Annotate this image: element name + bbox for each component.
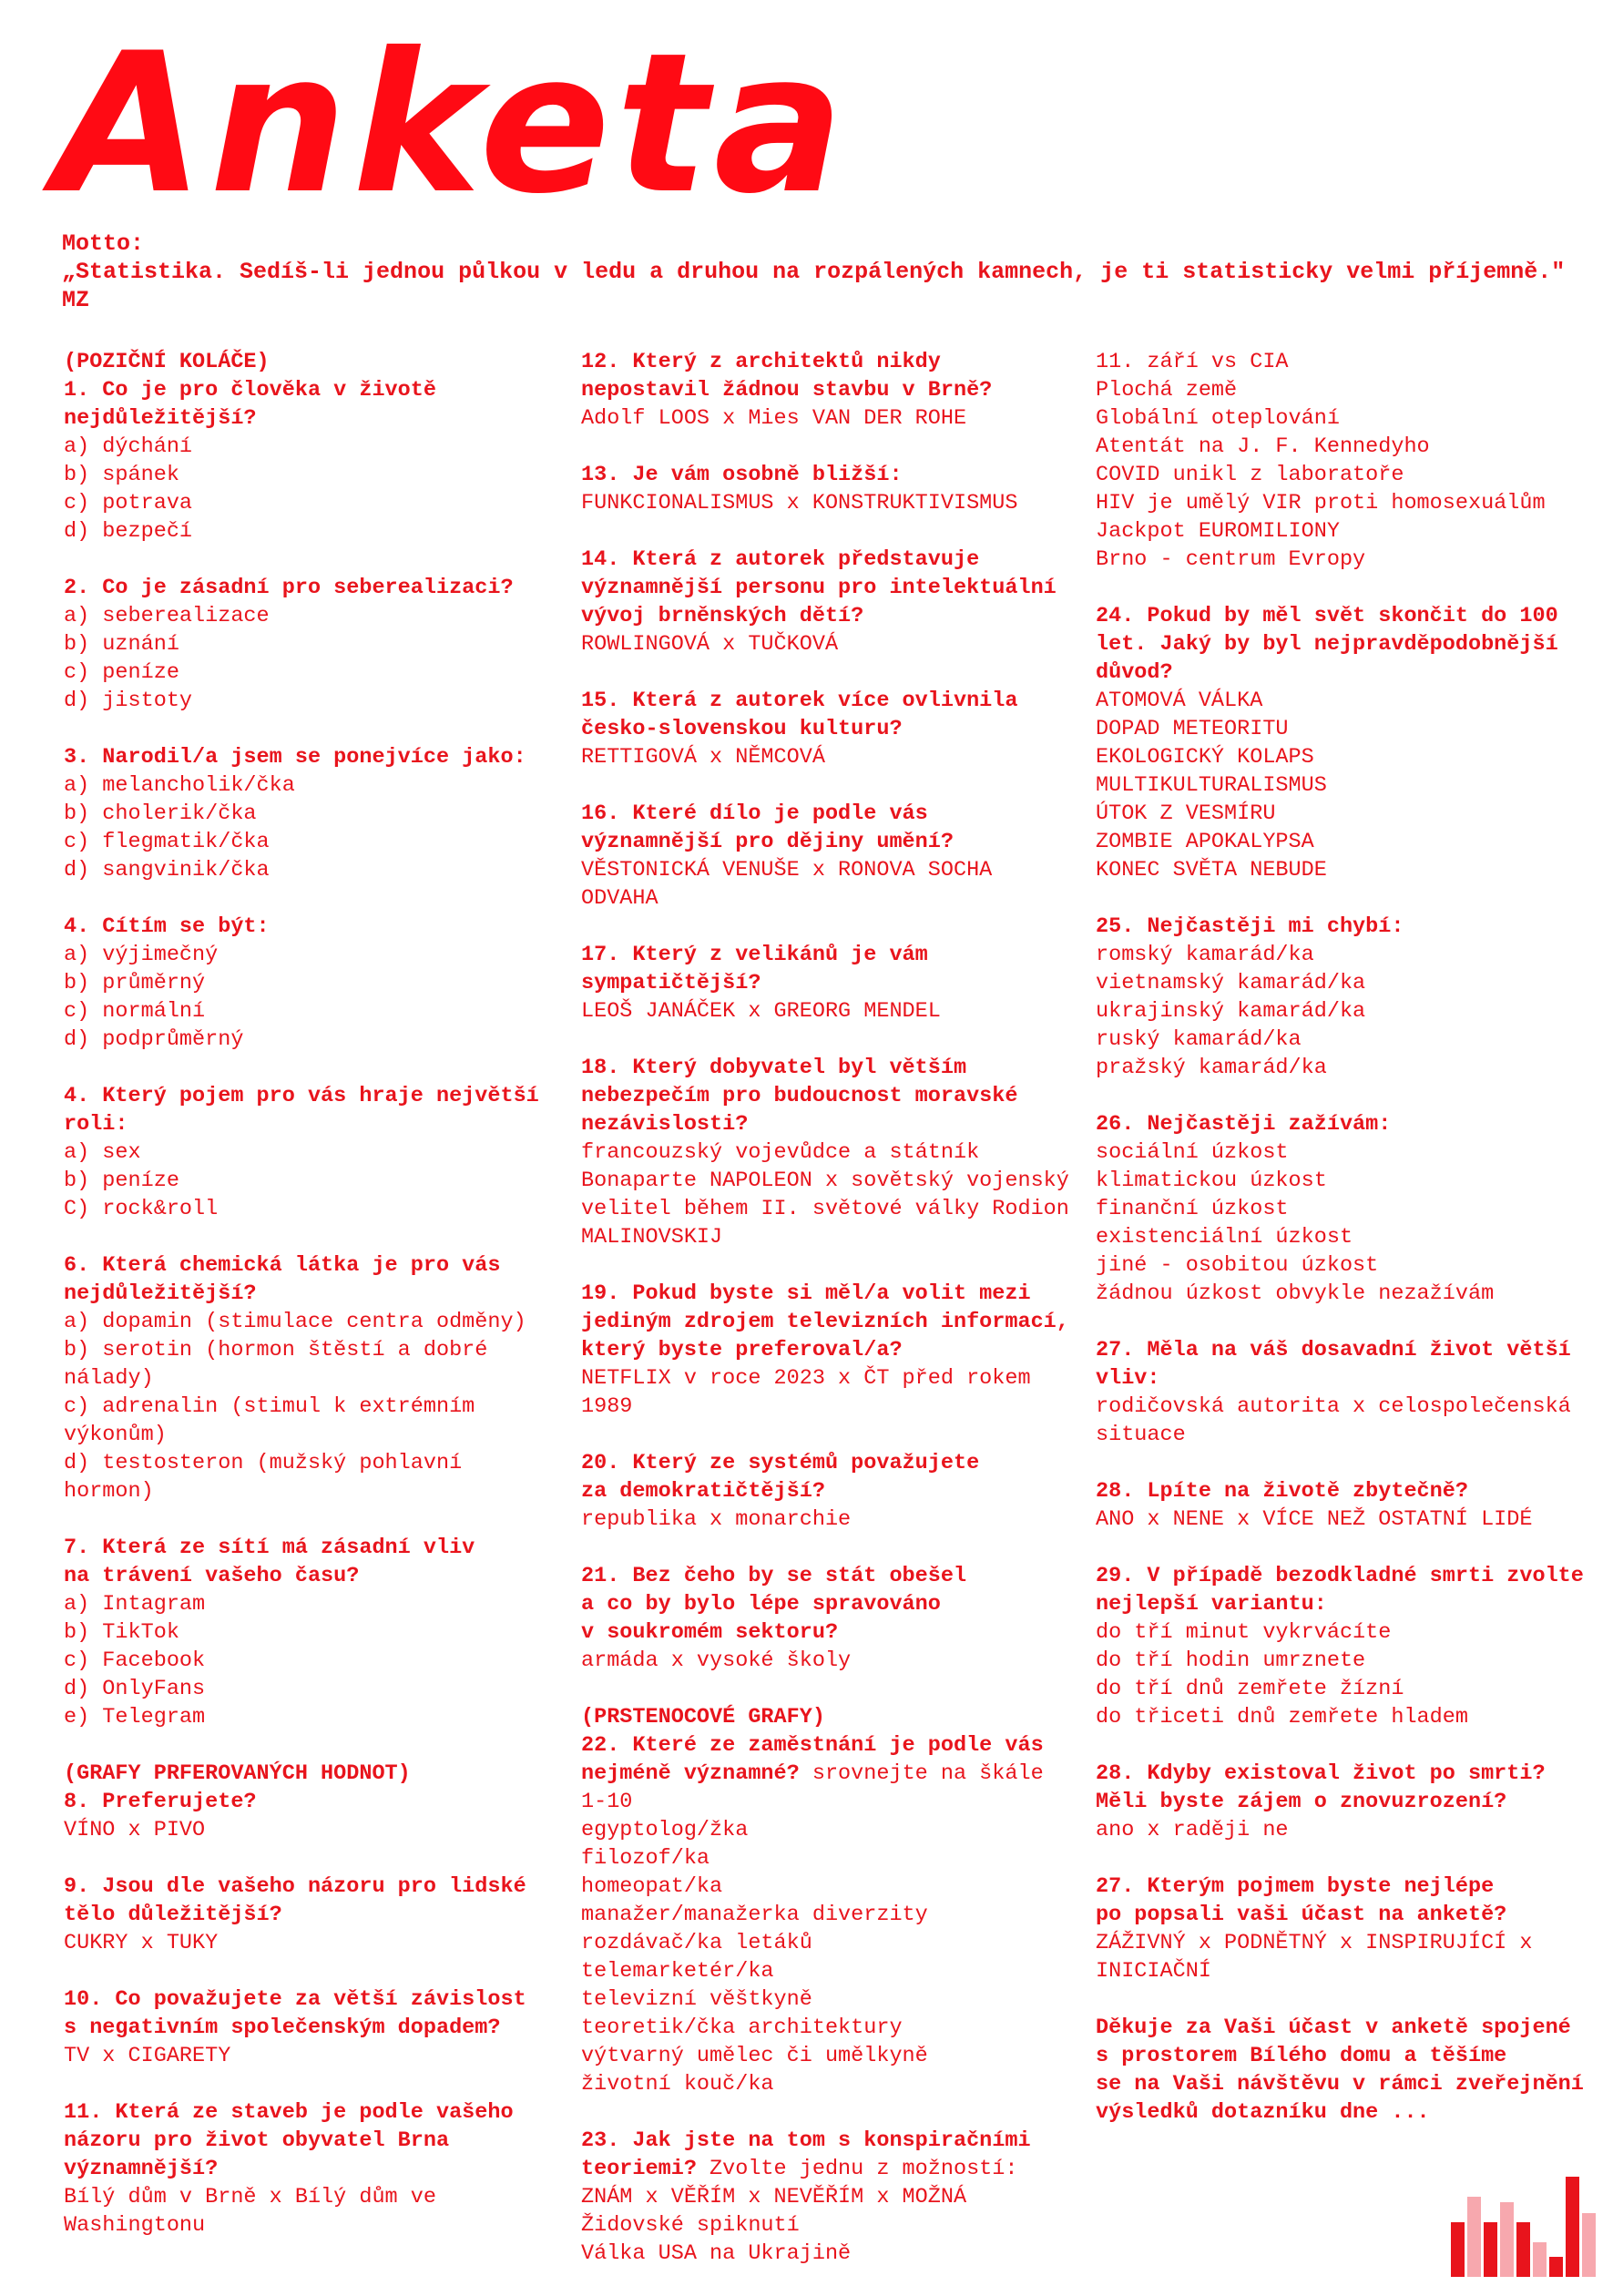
answer-option: do tří minut vykrvácíte (1096, 1620, 1392, 1645)
question-text: na trávení vašeho času? (64, 1564, 360, 1588)
answer-option: b) cholerik/čka (64, 801, 257, 826)
question-text: 12. Který z architektů nikdy (581, 350, 941, 374)
question-block (581, 687, 1082, 771)
answer-option: MULTIKULTURALISMUS (1096, 773, 1327, 798)
question-text: s prostorem Bílého domu a těšíme (1096, 2044, 1507, 2068)
question-text: 18. Který dobyvatel byl větším (581, 1056, 967, 1080)
answer-option: DOPAD METEORITU (1096, 717, 1289, 741)
question-block (581, 1054, 1082, 1251)
answer-option: republika x monarchie (581, 1507, 852, 1532)
question-text: 29. V případě bezodkladné smrti zvolte (1096, 1564, 1584, 1588)
question-block (581, 800, 1082, 913)
question-text: 4. Cítím se být: (64, 914, 270, 939)
answer-option: INICIAČNÍ (1096, 1959, 1211, 1984)
question-text: (POZIČNÍ KOLÁČE) (64, 350, 270, 374)
question-text: nebezpečím pro budoucnost moravské (581, 1084, 1018, 1108)
question-block (581, 348, 1082, 433)
bar-chart-logo (1449, 2168, 1613, 2277)
answer-option: KONEC SVĚTA NEBUDE (1096, 858, 1327, 883)
answer-option: c) adrenalin (stimul k extrémním (64, 1394, 475, 1419)
answer-option: filozof/ka (581, 1846, 710, 1871)
question-text: nejdůležitější? (64, 1281, 257, 1306)
question-text: v soukromém sektoru? (581, 1620, 839, 1645)
question-text: tělo důležitější? (64, 1903, 282, 1927)
answer-option: armáda x vysoké školy (581, 1648, 852, 1673)
answer-option: nálady) (64, 1366, 154, 1391)
question-text: 1. Co je pro člověka v životě (64, 378, 436, 403)
logo-bar (1533, 2242, 1547, 2277)
question-text: 22. Které ze zaměstnání je podle vás (581, 1733, 1044, 1758)
question-text: Měli byste zájem o znovuzrození? (1096, 1790, 1507, 1814)
question-text: česko-slovenskou kulturu? (581, 717, 903, 741)
question-block (64, 1534, 560, 1731)
answer-option: Bílý dům v Brně x Bílý dům ve (64, 2185, 436, 2209)
question-text: 27. Měla na váš dosavadní život větší (1096, 1338, 1571, 1362)
question-inline-line (581, 2155, 1082, 2183)
question-text: 13. Je vám osobně bližší: (581, 463, 903, 487)
answer-text: srovnejte na škále (799, 1761, 1044, 1786)
question-text: roli: (64, 1112, 128, 1137)
answer-option: výkonům) (64, 1423, 167, 1447)
question-block (581, 2127, 1082, 2268)
answer-option: ruský kamarád/ka (1096, 1027, 1302, 1052)
answer-option: a) výjimečný (64, 943, 219, 967)
question-text: (GRAFY PRFEROVANÝCH HODNOT) (64, 1761, 411, 1786)
answer-option: RETTIGOVÁ x NĚMCOVÁ (581, 745, 825, 770)
answer-option: do třiceti dnů zemřete hladem (1096, 1705, 1468, 1730)
answer-option: finanční úzkost (1096, 1197, 1289, 1221)
answer-option: hormon) (64, 1479, 154, 1504)
question-block (1096, 1562, 1606, 1731)
logo-bar (1484, 2222, 1497, 2277)
answer-option: ukrajinský kamarád/ka (1096, 999, 1366, 1024)
question-text: 2. Co je zásadní pro seberealizaci? (64, 576, 514, 600)
answer-option: egyptolog/žka (581, 1818, 749, 1842)
question-text: a co by bylo lépe spravováno (581, 1592, 941, 1617)
question-block (64, 1985, 560, 2070)
answer-option: Washingtonu (64, 2213, 206, 2238)
question-block (1096, 602, 1606, 884)
answer-option: Brno - centrum Evropy (1096, 547, 1366, 572)
question-text: 28. Kdyby existoval život po smrti? (1096, 1761, 1546, 1786)
logo-bar (1451, 2222, 1465, 2277)
answer-option: d) bezpečí (64, 519, 193, 544)
answer-option: velitel během II. světové války Rodion (581, 1197, 1069, 1221)
question-inline-line (581, 1760, 1082, 1788)
logo-bar (1566, 2177, 1579, 2277)
question-block (1096, 913, 1606, 1082)
answer-option: romský kamarád/ka (1096, 943, 1314, 967)
question-text: 17. Který z velikánů je vám (581, 943, 928, 967)
answer-option: VÍNO x PIVO (64, 1818, 206, 1842)
question-text: významnější personu pro intelektuální (581, 576, 1057, 600)
answer-option: ODVAHA (581, 886, 658, 911)
question-text: 20. Který ze systémů považujete (581, 1451, 980, 1475)
question-block (64, 743, 560, 884)
answer-option: televizní věštkyně (581, 1987, 812, 2012)
question-block (581, 1280, 1082, 1421)
answer-option: a) sex (64, 1140, 141, 1165)
answer-option: Válka USA na Ukrajině (581, 2241, 852, 2266)
motto-author: MZ (62, 287, 90, 313)
question-block (64, 2098, 560, 2240)
question-text: 6. Která chemická látka je pro vás (64, 1253, 501, 1278)
answer-option: a) dýchání (64, 434, 193, 459)
question-text: 26. Nejčastěji zažívám: (1096, 1112, 1392, 1137)
answer-option: C) rock&roll (64, 1197, 219, 1221)
question-text: 19. Pokud byste si měl/a volit mezi (581, 1281, 1031, 1306)
answer-option: COVID unikl z laboratoře (1096, 463, 1404, 487)
answer-option: ZNÁM x VĚŘÍM x NEVĚŘÍM x MOŽNÁ (581, 2185, 967, 2209)
answer-option: b) peníze (64, 1168, 179, 1193)
answer-option: FUNKCIONALISMUS x KONSTRUKTIVISMUS (581, 491, 1018, 515)
question-text: 7. Která ze sítí má zásadní vliv (64, 1536, 475, 1560)
answer-option: homeopat/ka (581, 1874, 723, 1899)
answer-option: klimatickou úzkost (1096, 1168, 1327, 1193)
answer-option: Židovské spiknutí (581, 2213, 800, 2238)
motto (62, 230, 1601, 314)
answer-option: francouzský vojevůdce a státník (581, 1140, 980, 1165)
question-text: nejméně významné? (581, 1761, 800, 1786)
question-block (581, 941, 1082, 1026)
answer-option: ZÁŽIVNÝ x PODNĚTNÝ x INSPIRUJÍCÍ x (1096, 1931, 1533, 1955)
column-left (64, 348, 560, 2268)
question-block (581, 1562, 1082, 1675)
question-text: 23. Jak jste na tom s konspiračními (581, 2128, 1031, 2153)
question-text: 16. Které dílo je podle vás (581, 801, 928, 826)
answer-option: sociální úzkost (1096, 1140, 1289, 1165)
question-block (64, 913, 560, 1054)
answer-option: vietnamský kamarád/ka (1096, 971, 1366, 995)
answer-option: Plochá země (1096, 378, 1238, 403)
question-block (64, 348, 560, 546)
question-text: Děkuje za Vaši účast v anketě spojené (1096, 2015, 1571, 2040)
answer-option: b) průměrný (64, 971, 206, 995)
question-text: nejdůležitější? (64, 406, 257, 431)
question-text: nepostavil žádnou stavbu v Brně? (581, 378, 993, 403)
answer-option: pražský kamarád/ka (1096, 1056, 1327, 1080)
answer-option: Bonaparte NAPOLEON x sovětský vojenský (581, 1168, 1069, 1193)
answer-option: Atentát na J. F. Kennedyho (1096, 434, 1430, 459)
answer-option: do tří hodin umrznete (1096, 1648, 1366, 1673)
answer-option: c) potrava (64, 491, 193, 515)
question-text: 27. Kterým pojmem byste nejlépe (1096, 1874, 1495, 1899)
answer-option: ÚTOK Z VESMÍRU (1096, 801, 1276, 826)
answer-option: d) podprůměrný (64, 1027, 244, 1052)
question-block (64, 1873, 560, 1957)
question-text: významnější? (64, 2157, 219, 2181)
question-block (581, 461, 1082, 517)
question-block (1096, 1477, 1606, 1534)
question-block (1096, 1110, 1606, 1308)
question-block (1096, 2014, 1606, 2127)
question-text: teoriemi? (581, 2157, 697, 2181)
answer-option: b) spánek (64, 463, 179, 487)
question-block (581, 1703, 1082, 2098)
answer-option: b) uznání (64, 632, 179, 657)
answer-option: 11. září vs CIA (1096, 350, 1289, 374)
column-right (1096, 348, 1606, 2155)
answer-option: VĚSTONICKÁ VENUŠE x RONOVA SOCHA (581, 858, 993, 883)
question-text: 10. Co považujete za větší závislost (64, 1987, 526, 2012)
answer-option: c) normální (64, 999, 206, 1024)
answer-option: CUKRY x TUKY (64, 1931, 219, 1955)
answer-option: Adolf LOOS x Mies VAN DER ROHE (581, 406, 967, 431)
question-text: 9. Jsou dle vašeho názoru pro lidské (64, 1874, 526, 1899)
question-block (581, 1449, 1082, 1534)
question-block (64, 574, 560, 715)
answer-option: ANO x NENE x VÍCE NEŽ OSTATNÍ LIDÉ (1096, 1507, 1533, 1532)
answer-option: ATOMOVÁ VÁLKA (1096, 689, 1263, 713)
question-block (1096, 1336, 1606, 1449)
question-text: 28. Lpíte na životě zbytečně? (1096, 1479, 1468, 1504)
answer-option: c) peníze (64, 660, 179, 685)
answer-option: ROWLINGOVÁ x TUČKOVÁ (581, 632, 839, 657)
answer-option: životní kouč/ka (581, 2072, 774, 2097)
logo-bar (1500, 2202, 1514, 2277)
answer-option: do tří dnů zemřete žízní (1096, 1677, 1404, 1701)
column-middle (581, 348, 1082, 2296)
question-text: 3. Narodil/a jsem se ponejvíce jako: (64, 745, 526, 770)
answer-option: situace (1096, 1423, 1186, 1447)
answer-option: b) serotin (hormon štěstí a dobré (64, 1338, 488, 1362)
answer-option: EKOLOGICKÝ KOLAPS (1096, 745, 1314, 770)
answer-option: a) Intagram (64, 1592, 206, 1617)
logo-bar (1549, 2257, 1563, 2277)
answer-option: NETFLIX v roce 2023 x ČT před rokem (581, 1366, 1031, 1391)
answer-option: MALINOVSKIJ (581, 1225, 723, 1250)
question-text: jediným zdrojem televizních informací, (581, 1310, 1069, 1334)
question-text: vývoj brněnských dětí? (581, 604, 864, 628)
question-text: 21. Bez čeho by se stát obešel (581, 1564, 967, 1588)
answer-option: b) TikTok (64, 1620, 179, 1645)
answer-option: rozdávač/ka letáků (581, 1931, 812, 1955)
question-text: 14. Která z autorek představuje (581, 547, 980, 572)
question-text: let. Jaký by byl nejpravděpodobnější (1096, 632, 1558, 657)
answer-option: Globální oteplování (1096, 406, 1340, 431)
question-text: s negativním společenským dopadem? (64, 2015, 501, 2040)
answer-option: ZOMBIE APOKALYPSA (1096, 830, 1314, 854)
answer-option: manažer/manažerka diverzity (581, 1903, 928, 1927)
answer-option: e) Telegram (64, 1705, 206, 1730)
question-block (1096, 1760, 1606, 1844)
answer-option: a) dopamin (stimulace centra odměny) (64, 1310, 526, 1334)
logo-bar (1582, 2213, 1596, 2277)
answer-option: a) melancholik/čka (64, 773, 295, 798)
question-block (1096, 348, 1606, 574)
question-text: sympatičtější? (581, 971, 761, 995)
question-text: 24. Pokud by měl svět skončit do 100 (1096, 604, 1558, 628)
answer-option: d) jistoty (64, 689, 193, 713)
question-text: nejlepší variantu: (1096, 1592, 1327, 1617)
question-text: 4. Který pojem pro vás hraje největší (64, 1084, 539, 1108)
answer-option: 1989 (581, 1394, 633, 1419)
page-title: Anketa (55, 11, 850, 236)
question-block (581, 546, 1082, 658)
answer-option: c) Facebook (64, 1648, 206, 1673)
question-text: za demokratičtější? (581, 1479, 825, 1504)
question-text: výsledků dotazníku dne ... (1096, 2100, 1430, 2125)
question-text: 15. Která z autorek více ovlivnila (581, 689, 1018, 713)
answer-option: LEOŠ JANÁČEK x GREORG MENDEL (581, 999, 941, 1024)
answer-option: rodičovská autorita x celospolečenská (1096, 1394, 1571, 1419)
question-text: po popsali vaši účast na anketě? (1096, 1903, 1507, 1927)
question-block (1096, 1873, 1606, 1985)
question-text: 8. Preferujete? (64, 1790, 257, 1814)
answer-option: d) sangvinik/čka (64, 858, 270, 883)
answer-option: c) flegmatik/čka (64, 830, 270, 854)
answer-option: d) OnlyFans (64, 1677, 206, 1701)
question-text: 11. Která ze staveb je podle vašeho (64, 2100, 514, 2125)
answer-option: výtvarný umělec či umělkyně (581, 2044, 928, 2068)
answer-option: telemarketér/ka (581, 1959, 774, 1984)
question-text: který byste preferoval/a? (581, 1338, 903, 1362)
answer-option: a) seberealizace (64, 604, 270, 628)
logo-bar (1467, 2197, 1481, 2277)
answer-option: Jackpot EUROMILIONY (1096, 519, 1340, 544)
question-text: 25. Nejčastěji mi chybí: (1096, 914, 1404, 939)
question-block (64, 1760, 560, 1844)
question-text: vliv: (1096, 1366, 1160, 1391)
question-text: nezávislosti? (581, 1112, 749, 1137)
answer-option: existenciální úzkost (1096, 1225, 1353, 1250)
question-text: názoru pro život obyvatel Brna (64, 2128, 450, 2153)
answer-option: jiné - osobitou úzkost (1096, 1253, 1379, 1278)
answer-option: d) testosteron (mužský pohlavní (64, 1451, 463, 1475)
answer-option: žádnou úzkost obvykle nezažívám (1096, 1281, 1495, 1306)
answer-option: teoretik/čka architektury (581, 2015, 903, 2040)
question-text: se na Vaši návštěvu v rámci zveřejnění (1096, 2072, 1584, 2097)
answer-option: 1-10 (581, 1790, 633, 1814)
answer-text: Zvolte jednu z možností: (696, 2157, 1018, 2181)
answer-option: ano x raději ne (1096, 1818, 1289, 1842)
question-text: významnější pro dějiny umění? (581, 830, 954, 854)
logo-bar (1516, 2222, 1530, 2277)
question-text: (PRSTENOCOVÉ GRAFY) (581, 1705, 825, 1730)
question-block (64, 1251, 560, 1505)
motto-quote: „Statistika. Sedíš-li jednou půlkou v ledu a druhou na rozpálených kamnech, je ti statisticky velmi příjemně." (62, 259, 1566, 285)
motto-label: Motto: (62, 230, 145, 257)
question-block (64, 1082, 560, 1223)
question-text: důvod? (1096, 660, 1173, 685)
answer-option: HIV je umělý VIR proti homosexuálům (1096, 491, 1546, 515)
answer-option: TV x CIGARETY (64, 2044, 231, 2068)
